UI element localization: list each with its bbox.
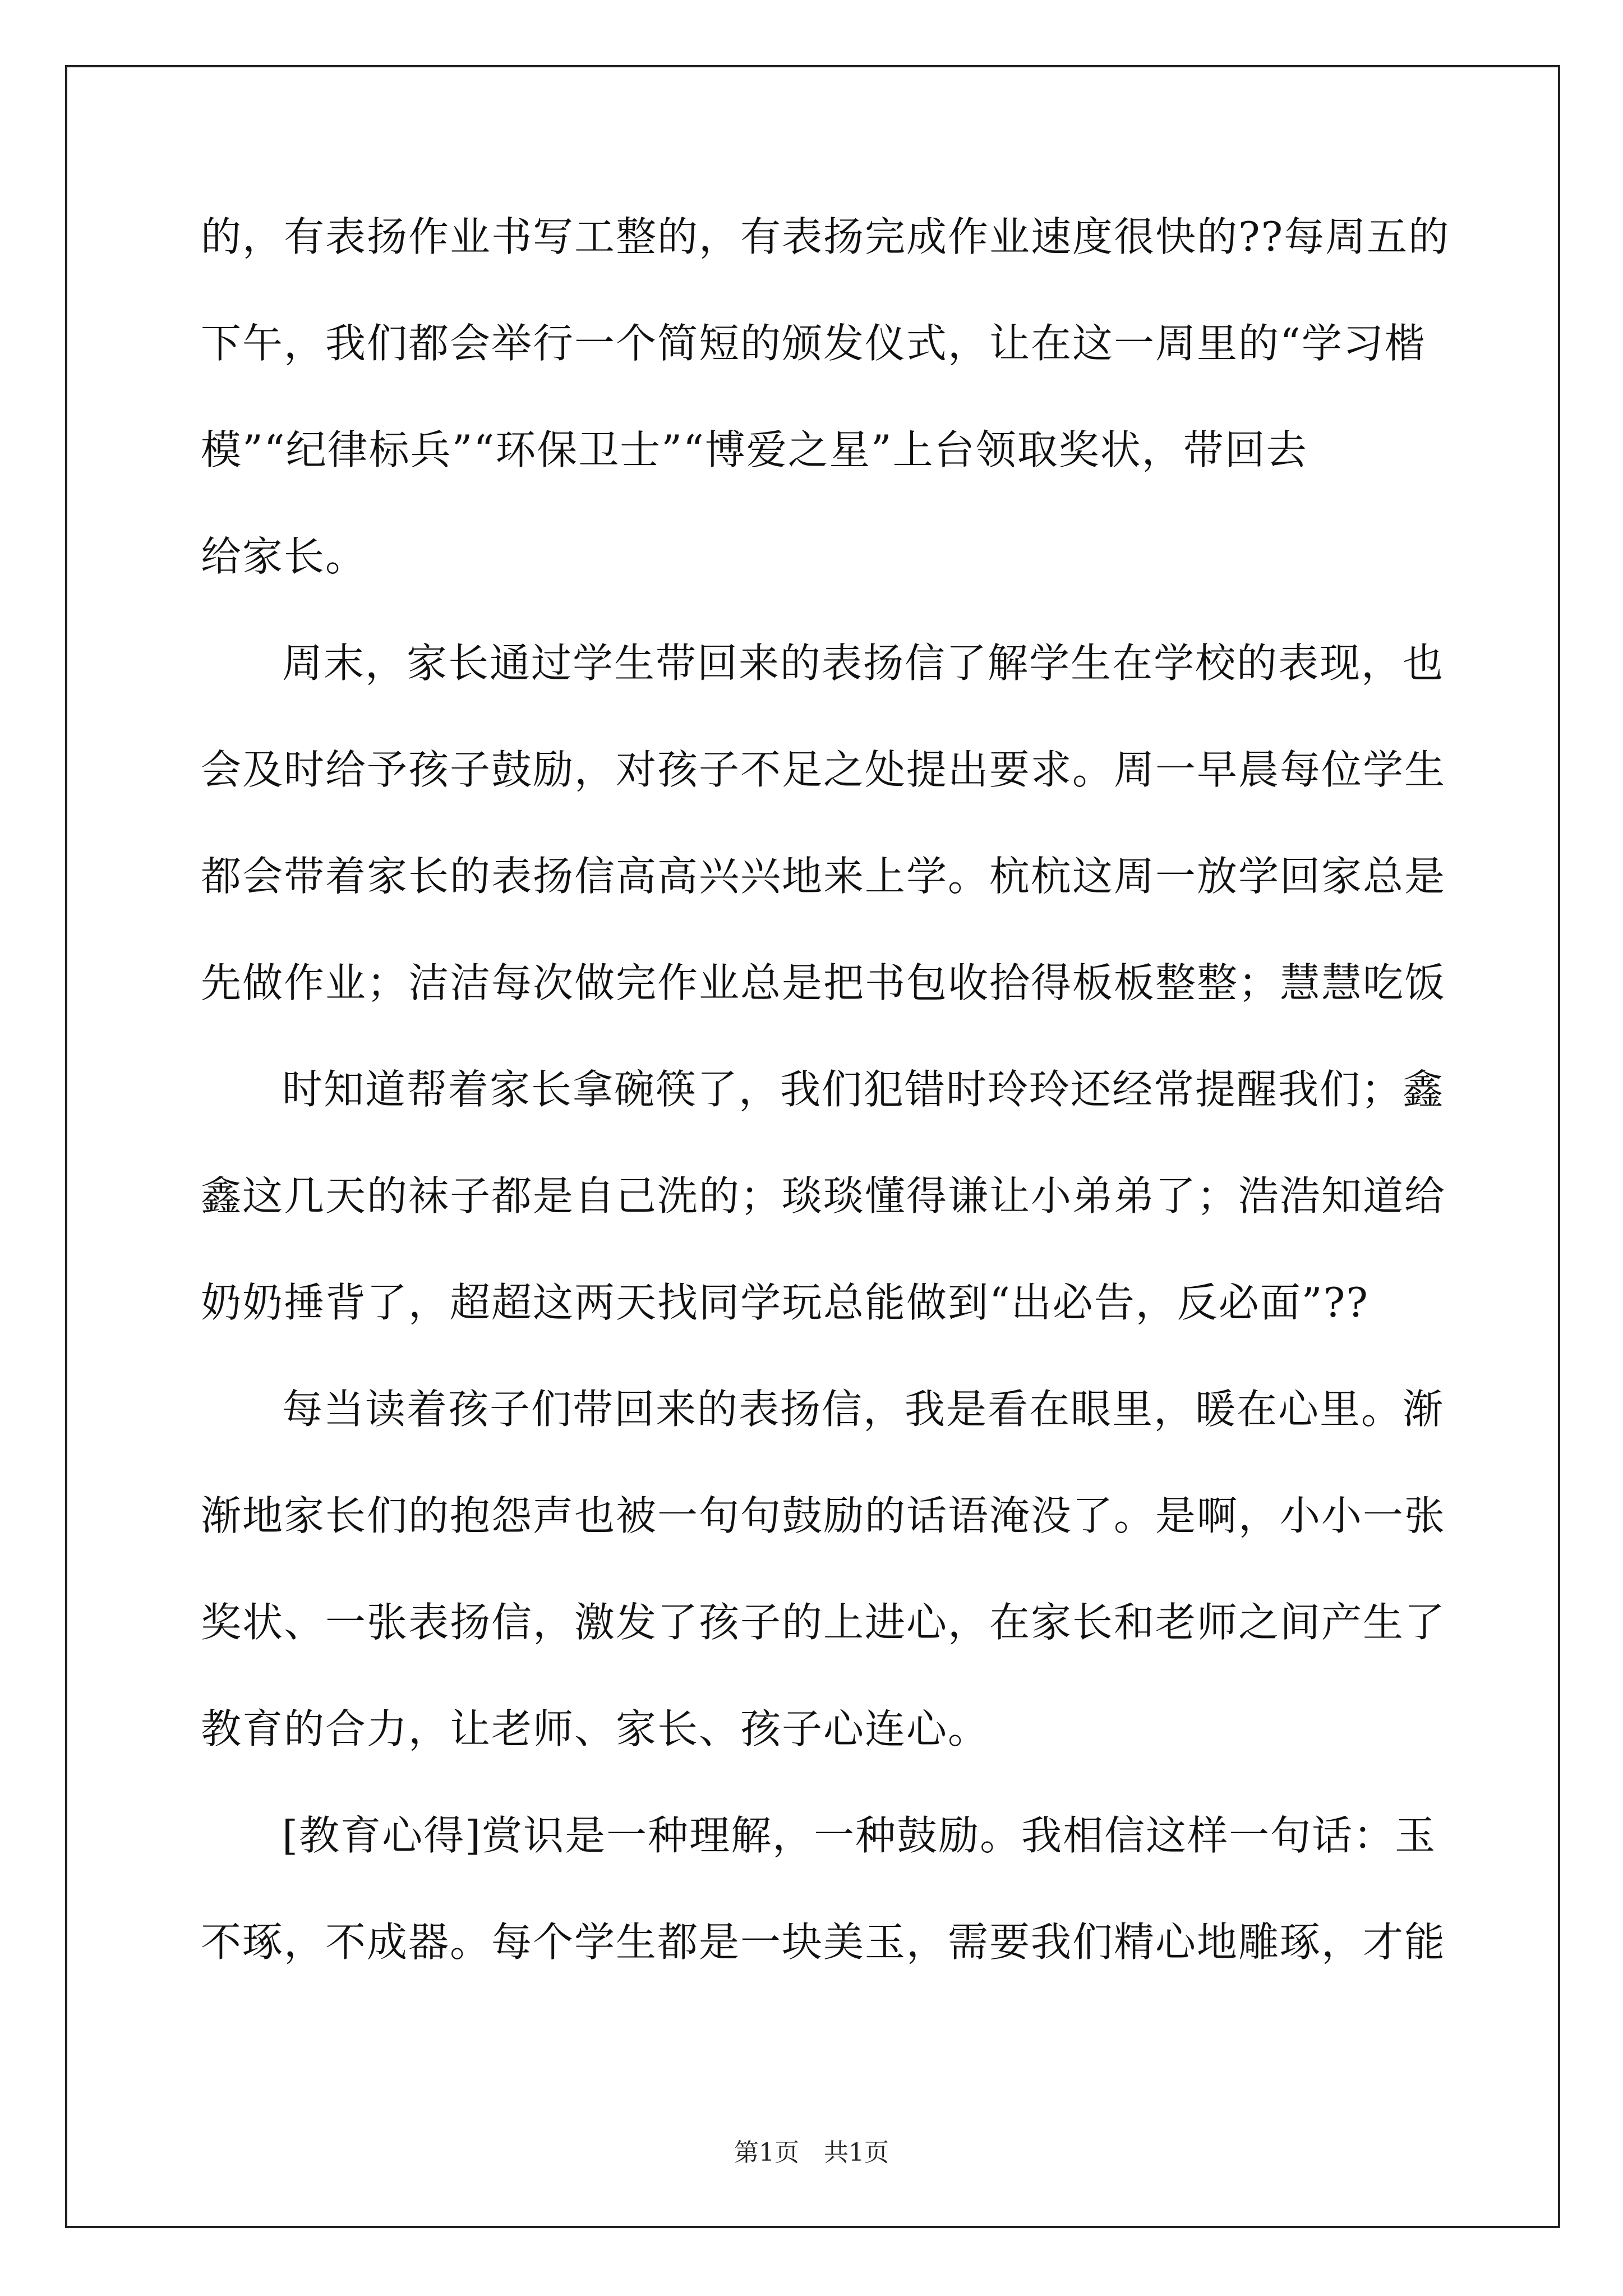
text-line: 周末，家长通过学生带回来的表扬信了解学生在学校的表现，也 (282, 639, 1445, 687)
text-line: 模”“纪律标兵”“环保卫士”“博爱之星”上台领取奖状，带回去 (201, 426, 1308, 473)
text-line: 先做作业；洁洁每次做完作业总是把书包收拾得板板整整；慧慧吃饭 (201, 959, 1446, 1006)
text-line: 鑫这几天的袜子都是自己洗的；琰琰懂得谦让小弟弟了；浩浩知道给 (201, 1172, 1446, 1220)
text-line: 每当读着孩子们带回来的表扬信，我是看在眼里，暖在心里。渐 (282, 1386, 1445, 1433)
text-line: [教育心得]赏识是一种理解，一种鼓励。我相信这样一句话：玉 (282, 1812, 1437, 1859)
text-line: 的，有表扬作业书写工整的，有表扬完成作业速度很快的??每周五的 (201, 213, 1450, 260)
text-line: 给家长。 (201, 533, 367, 580)
text-line: 教育的合力，让老师、家长、孩子心连心。 (201, 1705, 990, 1752)
text-line: 下午，我们都会举行一个简短的颁发仪式，让在这一周里的“学习楷 (201, 320, 1426, 367)
text-line: 都会带着家长的表扬信高高兴兴地来上学。杭杭这周一放学回家总是 (201, 853, 1446, 900)
document-body (201, 209, 1450, 2021)
text-line: 不琢，不成器。每个学生都是一块美玉，需要我们精心地雕琢，才能 (201, 1918, 1446, 1966)
text-line: 会及时给予孩子鼓励，对孩子不足之处提出要求。周一早晨每位学生 (201, 746, 1446, 793)
text-line: 奖状、一张表扬信，激发了孩子的上进心，在家长和老师之间产生了 (201, 1599, 1446, 1646)
text-line: 渐地家长们的抱怨声也被一句句鼓励的话语淹没了。是啊，小小一张 (201, 1492, 1446, 1539)
text-line: 奶奶捶背了，超超这两天找同学玩总能做到“出必告，反必面”?? (201, 1279, 1369, 1326)
page-footer: 第1页 共1页 (734, 2138, 889, 2167)
text-line: 时知道帮着家长拿碗筷了，我们犯错时玲玲还经常提醒我们；鑫 (282, 1066, 1445, 1113)
